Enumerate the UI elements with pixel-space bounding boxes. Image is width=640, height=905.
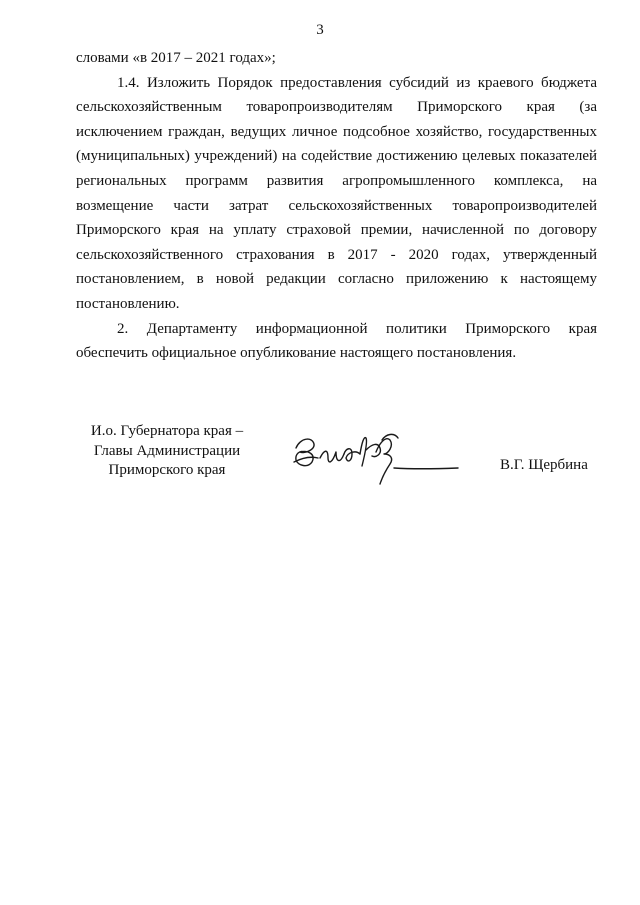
signatory-title-line: И.о. Губернатора края –	[90, 423, 244, 439]
document-body	[76, 46, 597, 366]
handwritten-signature	[290, 428, 460, 486]
paragraph-2: 2. Департаменту информационной политики Приморского края обеспечить официальное опубликование настоящего постановления.	[76, 320, 597, 362]
signatory-title-line: Приморского края	[108, 462, 226, 478]
paragraph-1-4: 1.4. Изложить Порядок предоставления субсидий из краевого бюджета сельскохозяйственным товаропроизводителям Приморского края (за исключением граждан, ведущих личное подсобное хозяйство, государственных (муниципальных) учреждений) на содействие достижению целевых показателей региональных программ развития агропромышленного комплекса, на возмещение части затрат сельскохозяйственных товаропроизводителей Приморского края на уплату страховой премии, начисленной по договору сельскохозяйственного страхования в 2017 - 2020 годах, утвержденный постановлением, в новой редакции согласно приложению к настоящему постановлению.	[76, 74, 597, 312]
signatory-title	[72, 422, 262, 481]
page-number: 3	[316, 22, 324, 38]
continuation-line: словами «в 2017 – 2021 годах»;	[76, 50, 276, 66]
signatory-title-line: Главы Администрации	[93, 442, 241, 459]
signatory-name: В.Г. Щербина	[500, 457, 588, 473]
